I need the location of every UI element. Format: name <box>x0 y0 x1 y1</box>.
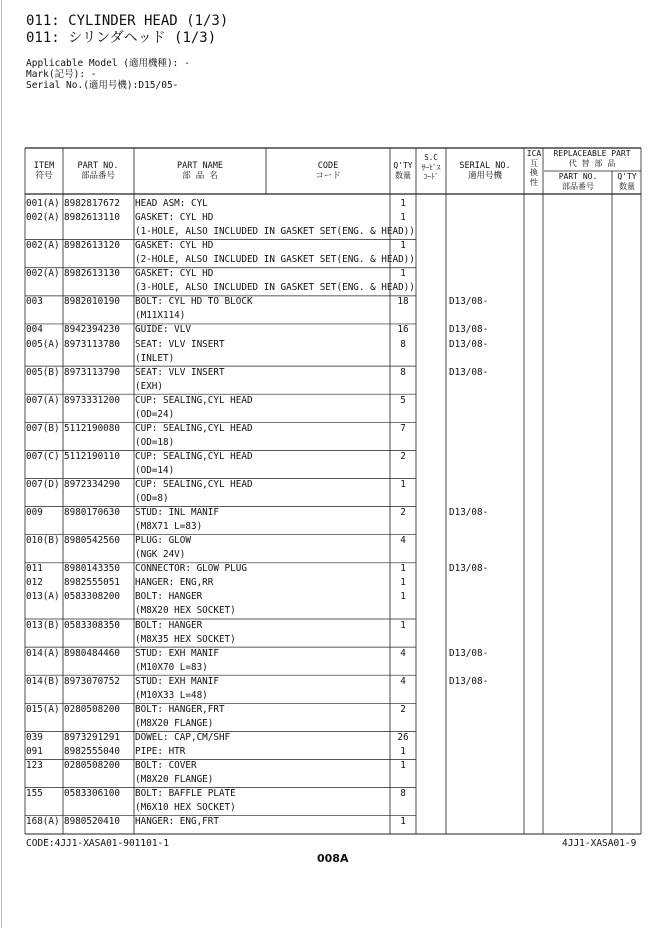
part-name-cell: BOLT: HANGER,FRT <box>135 703 225 715</box>
page-title-english: 011: CYLINDER HEAD (1/3) <box>26 13 229 29</box>
part-name-cell: GUIDE: VLV <box>135 324 191 336</box>
page-number: 008A <box>317 852 349 865</box>
part-name-cell: STUD: EXH MANIF <box>135 675 219 687</box>
footer-code: CODE:4JJ1-XASA01-901101-1 <box>26 838 169 849</box>
part-no-cell: 8980143350 <box>64 563 120 575</box>
part-no-cell: 8982613110 <box>64 212 120 224</box>
part-name-cell: HANGER: ENG,RR <box>135 577 214 589</box>
qty-cell: 2 <box>400 703 406 715</box>
qty-cell: 1 <box>400 268 406 280</box>
part-name-cell: BOLT: HANGER <box>135 591 203 603</box>
item-cell: 002(A) <box>26 240 60 252</box>
part-name-cell: (M11X114) <box>135 310 186 322</box>
serial-cell: D13/08- <box>449 338 489 350</box>
item-cell: 013(A) <box>26 591 60 603</box>
serial-cell: D13/08- <box>449 647 489 659</box>
part-name-cell: (INLET) <box>135 352 175 364</box>
item-cell: 007(B) <box>26 422 60 434</box>
header-replaceable-part-no: PART NO. 部品番号 <box>558 172 598 191</box>
qty-cell: 1 <box>400 563 406 575</box>
qty-cell: 8 <box>400 338 406 350</box>
applicable-model: Applicable Model (適用機種): - <box>26 58 190 69</box>
part-name-cell: (3-HOLE, ALSO INCLUDED IN GASKET SET(ENG. & HEAD)) <box>135 282 415 294</box>
part-no-cell: 8980520410 <box>64 816 120 828</box>
part-name-cell: (M8X20 FLANGE) <box>135 717 214 729</box>
part-name-cell: CUP: SEALING,CYL HEAD <box>135 479 253 490</box>
serial-cell: D13/08- <box>449 366 489 378</box>
page-title-japanese: 011: シリンダヘッド (1/3) <box>26 30 217 46</box>
serial-cell: D13/08- <box>449 507 489 519</box>
item-cell: 007(C) <box>26 450 60 462</box>
qty-cell: 18 <box>397 296 409 308</box>
part-no-cell: 8973113780 <box>64 338 120 350</box>
part-name-cell: PIPE: HTR <box>135 745 186 757</box>
mark-field: Mark(記号): - <box>26 69 97 80</box>
serial-cell: D13/08- <box>449 296 489 308</box>
qty-cell: 8 <box>400 788 406 800</box>
footer-page-ref: 4JJ1-XASA01-9 <box>562 838 637 849</box>
part-no-cell: 8982010190 <box>64 296 120 308</box>
qty-cell: 1 <box>400 198 406 209</box>
item-cell: 091 <box>26 745 43 757</box>
header-service-code: S.C ｻｰﾋﾞｽ ｺｰﾄﾞ <box>421 153 441 181</box>
part-no-cell: 8973113790 <box>64 366 120 378</box>
header-item: ITEM 符号 <box>33 161 55 181</box>
item-cell: 014(A) <box>26 647 60 659</box>
header-qty: Q'TY 数量 <box>393 161 413 180</box>
part-no-cell: 5112190080 <box>64 422 120 434</box>
qty-cell: 1 <box>400 577 406 589</box>
part-name-cell: (M8X20 HEX SOCKET) <box>135 605 236 617</box>
qty-cell: 2 <box>400 507 406 519</box>
part-no-cell: 0280508200 <box>64 703 120 715</box>
part-no-cell: 8972334290 <box>64 479 120 490</box>
part-no-cell: 8982555040 <box>64 745 120 757</box>
qty-cell: 1 <box>400 591 406 603</box>
part-name-cell: (1-HOLE, ALSO INCLUDED IN GASKET SET(ENG. & HEAD)) <box>135 226 415 238</box>
part-no-cell: 0280508200 <box>64 760 120 771</box>
part-no-cell: 8973331200 <box>64 394 120 406</box>
part-no-cell: 0583308200 <box>64 591 120 603</box>
item-cell: 012 <box>26 577 43 589</box>
qty-cell: 4 <box>400 675 406 687</box>
part-name-cell: CONNECTOR: GLOW PLUG <box>135 563 247 575</box>
part-no-cell: 8973070752 <box>64 675 120 687</box>
item-cell: 002(A) <box>26 268 60 280</box>
part-name-cell: (M8X71 L=83) <box>135 521 203 533</box>
part-name-cell: SEAT: VLV INSERT <box>135 338 225 350</box>
part-name-cell: STUD: EXH MANIF <box>135 647 219 659</box>
qty-cell: 5 <box>400 394 406 406</box>
qty-cell: 1 <box>400 816 406 828</box>
header-interchangeability: ICA 互 換 性 <box>526 149 542 187</box>
item-cell: 005(A) <box>26 338 60 350</box>
header-replaceable-part: REPLACEABLE PART 代 替 部 品 <box>553 149 631 168</box>
part-no-cell: 8980170630 <box>64 507 120 519</box>
item-cell: 009 <box>26 507 43 519</box>
item-cell: 003 <box>26 296 43 308</box>
item-cell: 011 <box>26 563 43 575</box>
part-no-cell: 0583306100 <box>64 788 120 800</box>
part-name-cell: (M10X33 L=48) <box>135 689 208 701</box>
part-name-cell: BOLT: COVER <box>135 760 197 771</box>
part-name-cell: (EXH) <box>135 380 163 392</box>
part-name-cell: CUP: SEALING,CYL HEAD <box>135 422 253 434</box>
part-name-cell: (M6X10 HEX SOCKET) <box>135 802 236 814</box>
part-name-cell: BOLT: BAFFLE PLATE <box>135 788 236 800</box>
serial-field: Serial No.(適用号機):D15/05- <box>26 80 179 91</box>
qty-cell: 2 <box>400 450 406 462</box>
part-name-cell: SEAT: VLV INSERT <box>135 366 225 378</box>
part-no-cell: 0583308350 <box>64 619 120 631</box>
item-cell: 007(D) <box>26 479 60 490</box>
part-name-cell: DOWEL: CAP,CM/SHF <box>135 731 231 743</box>
part-name-cell: GASKET: CYL HD <box>135 212 214 224</box>
part-no-cell: 8942394230 <box>64 324 120 336</box>
part-name-cell: (NGK 24V) <box>135 549 186 561</box>
part-no-cell: 8982555051 <box>64 577 120 589</box>
qty-cell: 1 <box>400 760 406 771</box>
qty-cell: 1 <box>400 240 406 252</box>
part-name-cell: (OD=14) <box>135 464 175 476</box>
item-cell: 015(A) <box>26 703 60 715</box>
part-name-cell: (OD=18) <box>135 436 175 448</box>
serial-cell: D13/08- <box>449 675 489 687</box>
part-no-cell: 8980484460 <box>64 647 120 659</box>
part-name-cell: (OD=8) <box>135 493 169 505</box>
qty-cell: 7 <box>400 422 406 434</box>
qty-cell: 26 <box>397 731 409 743</box>
page-left-border <box>1 0 2 928</box>
qty-cell: 1 <box>400 745 406 757</box>
header-part-name: PART NAME 部 品 名 <box>176 161 224 181</box>
qty-cell: 1 <box>400 479 406 490</box>
part-name-cell: (M8X20 FLANGE) <box>135 774 214 786</box>
qty-cell: 1 <box>400 212 406 224</box>
part-name-cell: (OD=24) <box>135 408 175 420</box>
item-cell: 168(A) <box>26 816 60 828</box>
part-no-cell: 8982817672 <box>64 198 120 209</box>
part-name-cell: GASKET: CYL HD <box>135 240 214 252</box>
item-cell: 155 <box>26 788 43 800</box>
part-name-cell: HANGER: ENG,FRT <box>135 816 219 828</box>
qty-cell: 4 <box>400 535 406 547</box>
part-no-cell: 8980542560 <box>64 535 120 547</box>
item-cell: 004 <box>26 324 43 336</box>
item-cell: 013(B) <box>26 619 60 631</box>
qty-cell: 1 <box>400 619 406 631</box>
item-cell: 001(A) <box>26 198 60 209</box>
header-serial-no: SERIAL NO. 適用号機 <box>459 161 511 181</box>
item-cell: 002(A) <box>26 212 60 224</box>
item-cell: 039 <box>26 731 43 743</box>
part-name-cell: (M10X70 L=83) <box>135 661 208 673</box>
qty-cell: 16 <box>397 324 409 336</box>
part-name-cell: BOLT: CYL HD TO BLOCK <box>135 296 253 308</box>
item-cell: 007(A) <box>26 394 60 406</box>
serial-cell: D13/08- <box>449 563 489 575</box>
header-part-no: PART NO. 部品番号 <box>77 161 119 181</box>
part-name-cell: GASKET: CYL HD <box>135 268 214 280</box>
part-name-cell: STUD: INL MANIF <box>135 507 219 519</box>
item-cell: 123 <box>26 760 43 771</box>
item-cell: 014(B) <box>26 675 60 687</box>
part-no-cell: 8973291291 <box>64 731 120 743</box>
qty-cell: 4 <box>400 647 406 659</box>
item-cell: 005(B) <box>26 366 60 378</box>
part-name-cell: CUP: SEALING,CYL HEAD <box>135 394 253 406</box>
part-name-cell: BOLT: HANGER <box>135 619 203 631</box>
part-name-cell: (2-HOLE, ALSO INCLUDED IN GASKET SET(ENG. & HEAD)) <box>135 254 415 266</box>
serial-cell: D13/08- <box>449 324 489 336</box>
part-name-cell: (M8X35 HEX SOCKET) <box>135 633 236 645</box>
part-no-cell: 8982613120 <box>64 240 120 252</box>
item-cell: 010(B) <box>26 535 60 547</box>
part-no-cell: 8982613130 <box>64 268 120 280</box>
part-no-cell: 5112190110 <box>64 450 120 462</box>
part-name-cell: HEAD ASM: CYL <box>135 198 208 209</box>
part-name-cell: PLUG: GLOW <box>135 535 191 547</box>
qty-cell: 8 <box>400 366 406 378</box>
part-name-cell: CUP: SEALING,CYL HEAD <box>135 450 253 462</box>
header-replaceable-qty: Q'TY 数量 <box>617 172 637 191</box>
header-code: CODE コード <box>315 161 341 181</box>
